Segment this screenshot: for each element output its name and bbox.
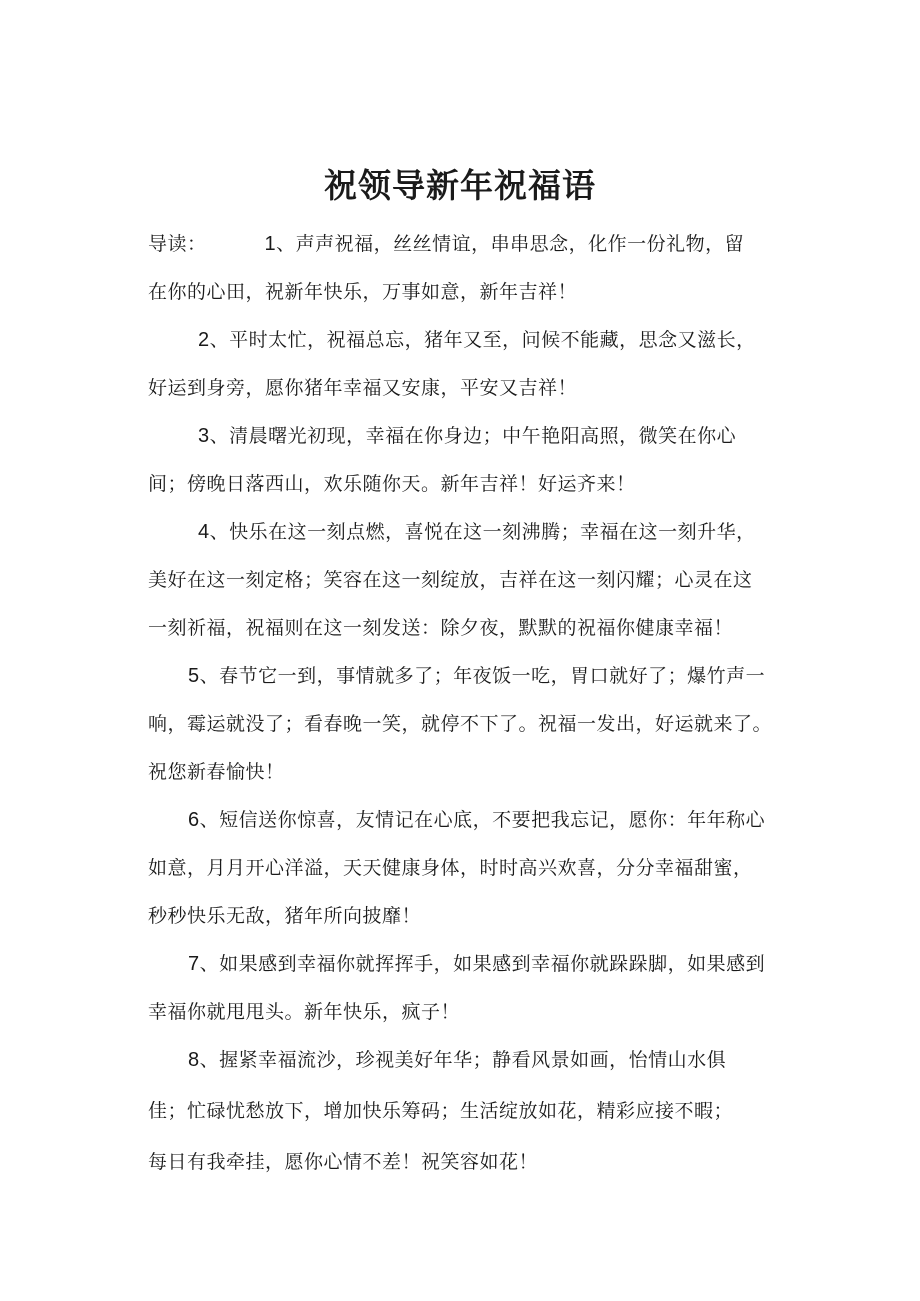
item-1-text-1: 、声声祝福，丝丝情谊，串串思念，化作一份礼物，留 — [276, 233, 745, 255]
item-5-text-1: 、春节它一到，事情就多了；年夜饭一吃，胃口就好了；爆竹声一 — [199, 665, 766, 687]
item-3-text-1: 、清晨曙光初现，幸福在你身边；中午艳阳高照，微笑在你心 — [209, 425, 737, 447]
intro-label: 导读： — [148, 233, 207, 255]
item-6-text-1: 、短信送你惊喜，友情记在心底，不要把我忘记，愿你：年年称心 — [199, 809, 766, 831]
item-5-line-1 — [188, 662, 765, 690]
item-1-line-1 — [148, 230, 744, 258]
item-7-number: 7 — [188, 953, 200, 975]
item-7-line-2: 幸福你就甩甩头。新年快乐，疯子！ — [148, 1001, 461, 1023]
item-3-line-1 — [198, 422, 736, 450]
item-4-number: 4 — [198, 521, 210, 543]
item-6-line-2: 如意，月月开心洋溢，天天健康身体，时时高兴欢喜，分分幸福甜蜜， — [148, 857, 753, 879]
item-8-number: 8 — [188, 1049, 200, 1071]
item-5-line-2: 响，霉运就没了；看春晚一笑，就停不下了。祝福一发出，好运就来了。 — [148, 713, 773, 735]
item-8-line-2: 佳；忙碌忧愁放下，增加快乐筹码；生活绽放如花，精彩应接不暇； — [148, 1100, 734, 1122]
item-4-line-1 — [198, 518, 756, 546]
item-3-number: 3 — [198, 425, 210, 447]
item-1-line-2: 在你的心田，祝新年快乐，万事如意，新年吉祥！ — [148, 281, 578, 303]
item-1-number: 1 — [264, 233, 277, 255]
item-2-text-1: 、平时太忙，祝福总忘，猪年又至，问候不能藏，思念又滋长， — [209, 329, 756, 351]
item-5-number: 5 — [188, 665, 200, 687]
item-6-line-3: 秒秒快乐无敌，猪年所向披靡！ — [148, 905, 422, 927]
item-7-text-1: 、如果感到幸福你就挥挥手，如果感到幸福你就跺跺脚，如果感到 — [199, 953, 766, 975]
item-2-number: 2 — [198, 329, 210, 351]
item-8-text-1: 、握紧幸福流沙，珍视美好年华；静看风景如画，怡情山水俱 — [199, 1049, 727, 1071]
item-2-line-1 — [198, 326, 756, 354]
item-4-text-1: 、快乐在这一刻点燃，喜悦在这一刻沸腾；幸福在这一刻升华， — [209, 521, 756, 543]
item-8-line-3: 每日有我牵挂，愿你心情不差！祝笑容如花！ — [148, 1151, 539, 1173]
item-4-line-2: 美好在这一刻定格；笑容在这一刻绽放，吉祥在这一刻闪耀；心灵在这 — [148, 569, 753, 591]
item-5-line-3: 祝您新春愉快！ — [148, 761, 285, 783]
document-title: 祝领导新年祝福语 — [324, 166, 596, 205]
item-4-line-3: 一刻祈福，祝福则在这一刻发送：除夕夜，默默的祝福你健康幸福！ — [148, 617, 734, 639]
item-2-line-2: 好运到身旁，愿你猪年幸福又安康，平安又吉祥！ — [148, 377, 578, 399]
item-6-line-1 — [188, 806, 765, 834]
item-8-line-1 — [188, 1046, 726, 1074]
item-3-line-2: 间；傍晚日落西山，欢乐随你天。新年吉祥！好运齐来！ — [148, 473, 636, 495]
item-6-number: 6 — [188, 809, 200, 831]
item-7-line-1 — [188, 950, 765, 978]
